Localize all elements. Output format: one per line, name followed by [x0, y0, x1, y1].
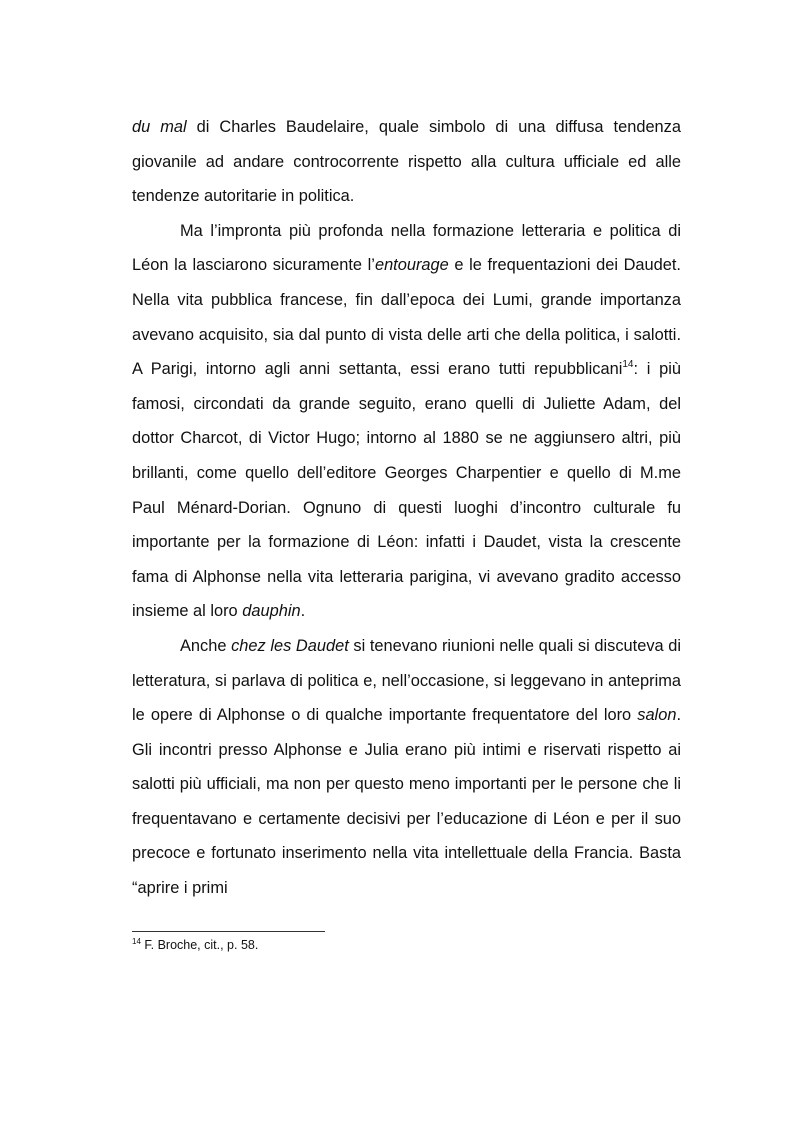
document-body [132, 110, 681, 906]
paragraph [132, 629, 681, 906]
footnote-text: F. Broche, cit., p. 58. [140, 938, 259, 952]
italic-text: du mal [132, 118, 187, 136]
text-run: si tenevano riunioni nelle quali si discuteva di letteratura, si parlava di politica e, nell’occasione, si leggevano in anteprima le opere di Alphonse o di qualche importante frequentatore del loro [132, 636, 682, 725]
text-run: di Charles Baudelaire, quale simbolo di una diffusa tendenza giovanile ad andare controcorrente rispetto alla cultura ufficiale ed alle tendenze autoritarie in politica. [132, 118, 681, 206]
footnote-14 [132, 937, 258, 953]
text-run: . [300, 602, 306, 621]
text-run: : i più famosi, circondati da grande seguito, erano quelli di Juliette Adam, del dottor Charcot, di Victor Hugo; intorno al 1880 se ne aggiunsero altri, più brillanti, come quello dell’editore Georges Charpentier e quello di M.me Paul Ménard-Dorian. Ognuno di questi luoghi d’incontro culturale fu importante per la formazione di Léon: infatti i Daudet, vista la crescente fama di Alphonse nella vita letteraria parigina, vi avevano gradito accesso insieme al loro [132, 360, 681, 621]
text-run: Anche [180, 636, 232, 655]
text-run: e le frequentazioni dei Daudet. Nella vita pubblica francese, fin dall’epoca dei Lumi, grande importanza avevano acquisito, sia dal punto di vista delle arti che della politica, i salotti. A Parigi, intorno agli anni settanta, essi erano tutti repubblicani [132, 256, 681, 379]
text-run: Ma l’impronta più profonda nella formazione letteraria e politica di Léon la lasciarono sicuramente l’ [132, 221, 681, 275]
paragraph [132, 214, 681, 629]
italic-text: chez les Daudet [231, 636, 349, 655]
text-run: . Gli incontri presso Alphonse e Julia erano più intimi e riservati rispetto ai salotti più ufficiali, ma non per questo meno importanti per le persone che li frequentavano e certamente decisivi per l’educazione di Léon e per il suo precoce e fortunato inserimento nella vita intellettuale della Francia. Basta “aprire i primi [132, 706, 681, 898]
italic-text: entourage [374, 256, 449, 275]
footnote-separator [132, 931, 325, 932]
italic-text: dauphin [242, 602, 301, 621]
italic-text: salon [637, 706, 677, 725]
footnote-number: 14 [132, 936, 141, 946]
footnote-reference: 14 [622, 358, 634, 370]
paragraph [132, 110, 681, 214]
